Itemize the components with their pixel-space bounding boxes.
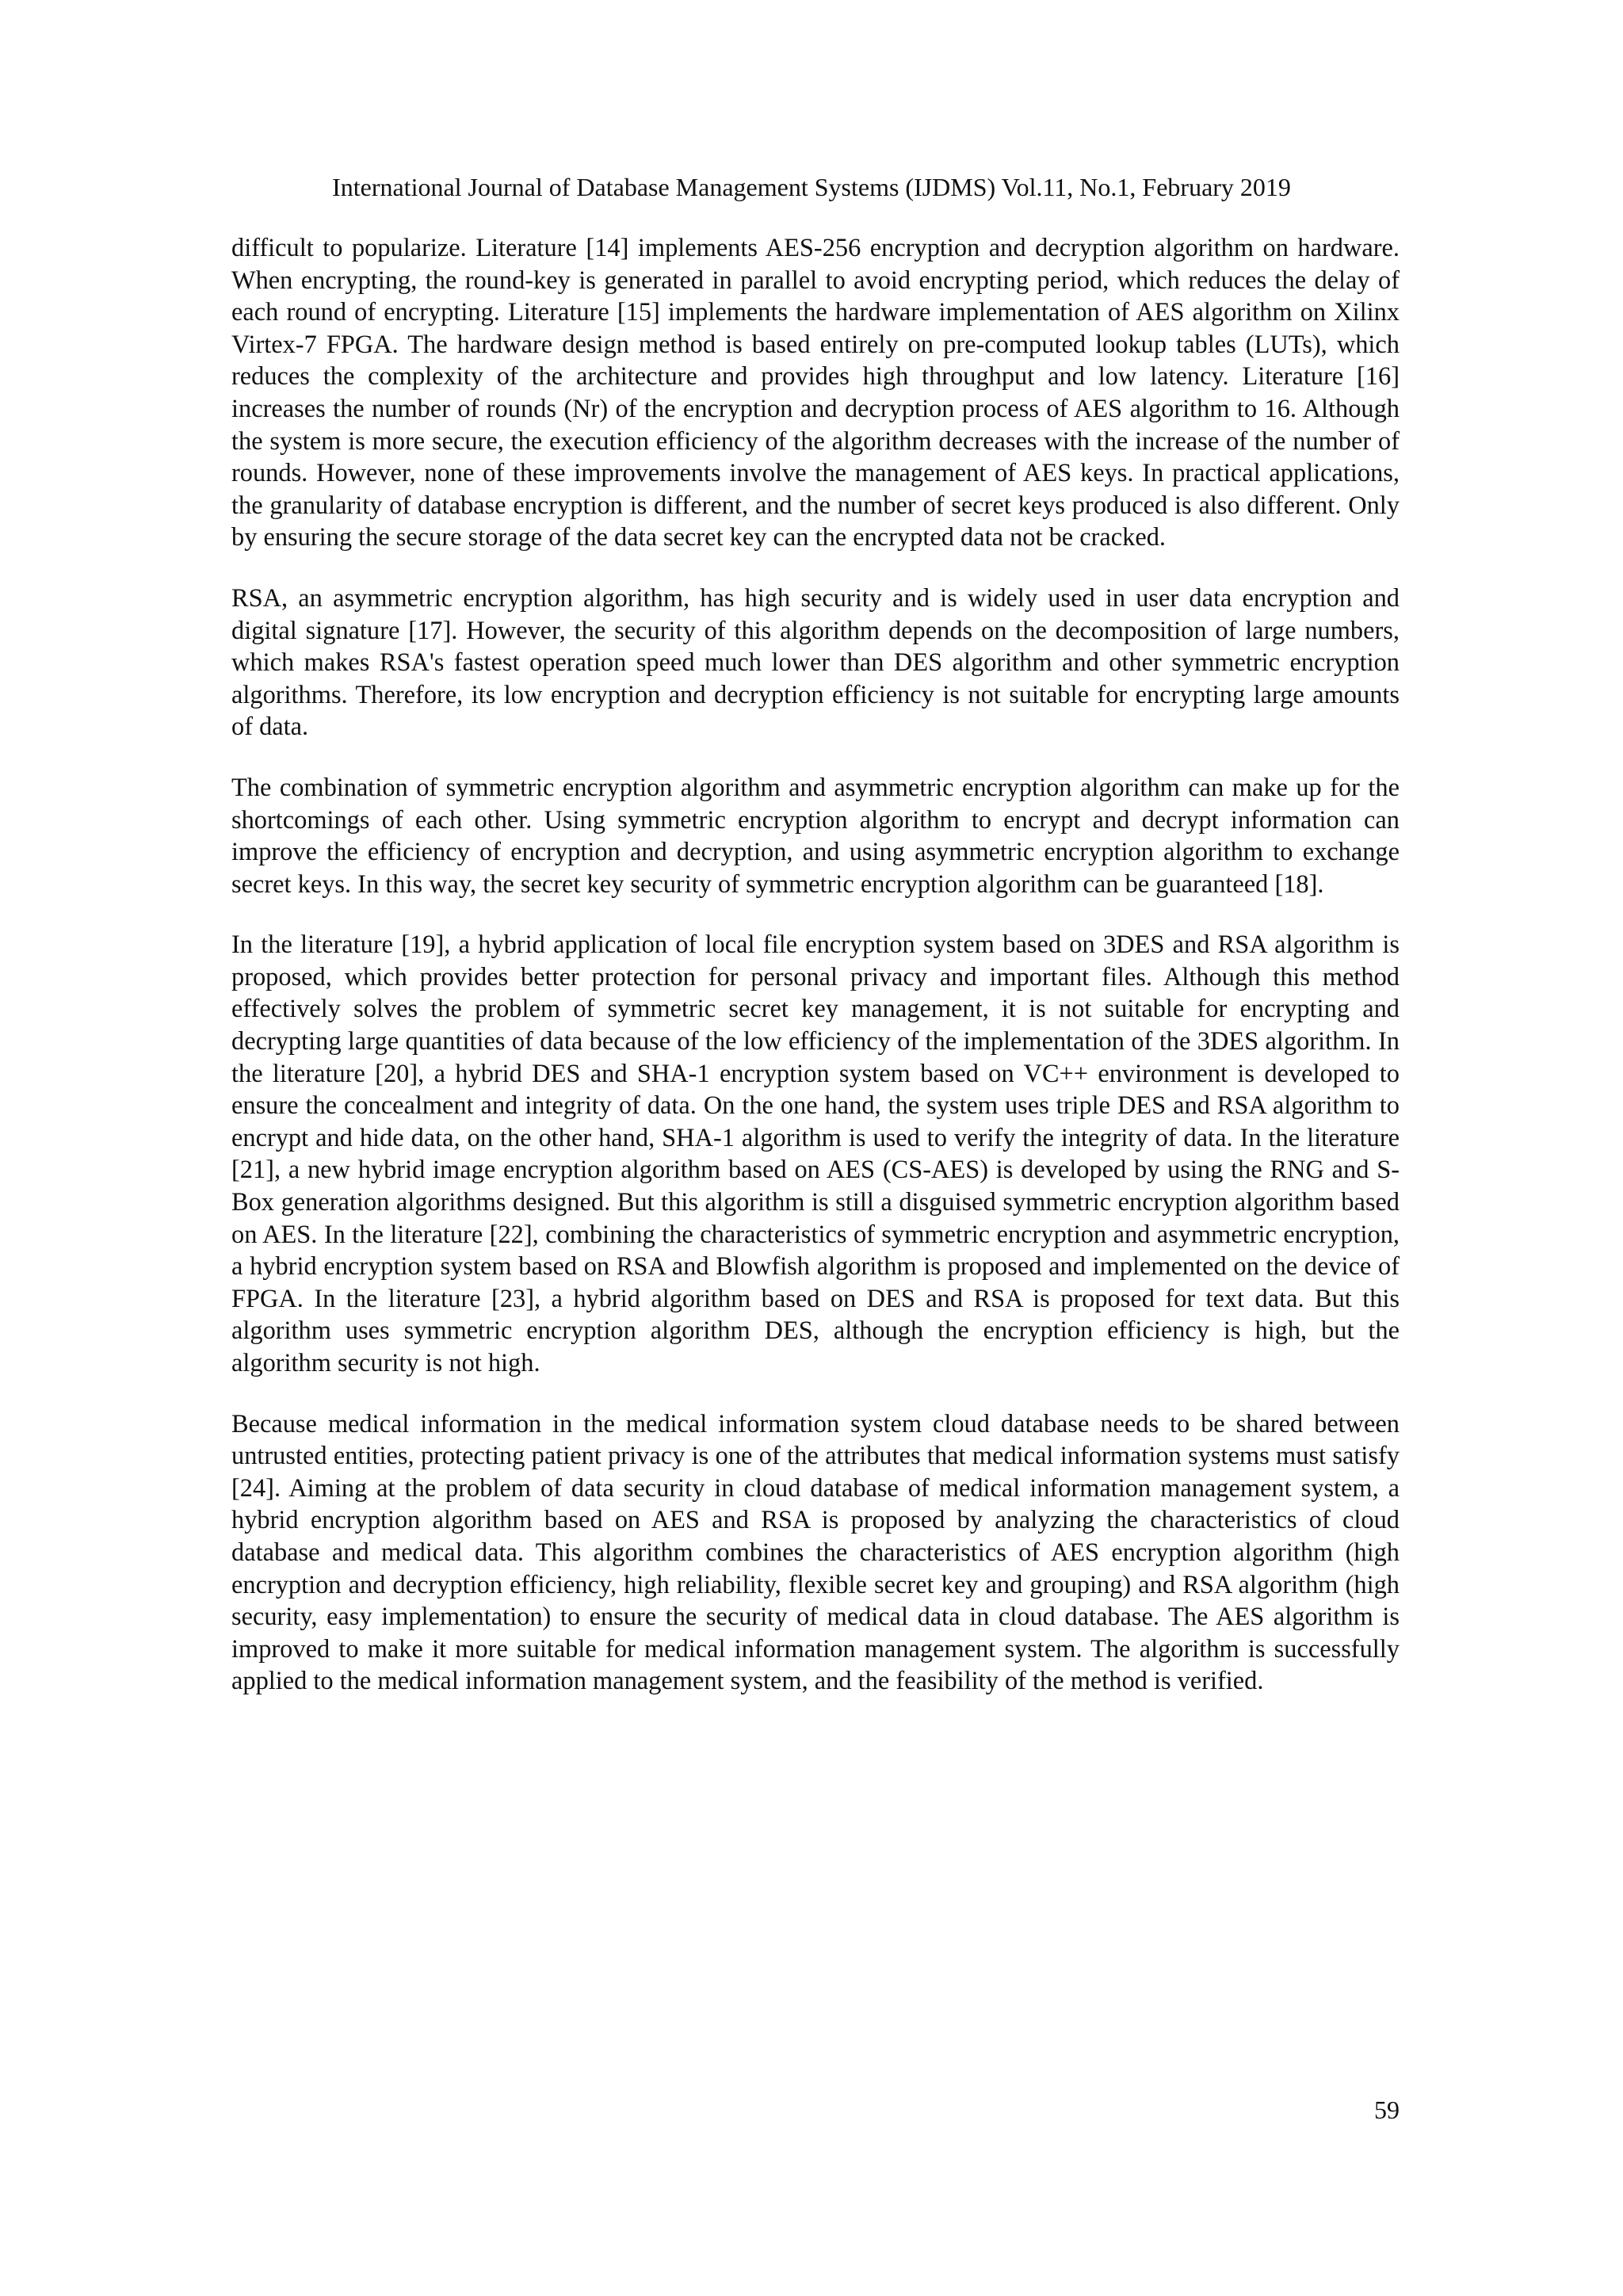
paragraph-3: The combination of symmetric encryption algorithm and asymmetric encryption algorithm can make up for the shortcomings of each other. Using symmetric encryption algorithm to encrypt and decrypt information can improve the efficiency of encryption and decryption, and using asymmetric encryption algorithm to exchange secret keys. In this way, the secret key security of symmetric encryption algorithm can be guaranteed [18]. bbox=[231, 773, 1400, 899]
running-header: International Journal of Database Management Systems (IJDMS) Vol.11, No.1, February 2019 bbox=[332, 173, 1291, 201]
paragraph-5: Because medical information in the medical information system cloud database needs to be shared between untrusted entities, protecting patient privacy is one of the attributes that medical information systems must satisfy [24]. Aiming at the problem of data security in cloud database of medical information management system, a hybrid encryption algorithm based on AES and RSA is proposed by analyzing the characteristics of cloud database and medical data. This algorithm combines the characteristics of AES encryption algorithm (high encryption and decryption efficiency, high reliability, flexible secret key and grouping) and RSA algorithm (high security, easy implementation) to ensure the security of medical data in cloud database. The AES algorithm is improved to make it more suitable for medical information management system. The algorithm is successfully applied to the medical information management system, and the feasibility of the method is verified. bbox=[231, 1409, 1400, 1696]
body-text bbox=[231, 232, 1400, 1726]
paragraph-2: RSA, an asymmetric encryption algorithm, has high security and is widely used in user data encryption and digital signature [17]. However, the security of this algorithm depends on the decomposition of large numbers, which makes RSA's fastest operation speed much lower than DES algorithm and other symmetric encryption algorithms. Therefore, its low encryption and decryption efficiency is not suitable for encrypting large amounts of data. bbox=[231, 583, 1400, 742]
paragraph-1: difficult to popularize. Literature [14] implements AES-256 encryption and decryption algorithm on hardware. When encrypting, the round-key is generated in parallel to avoid encrypting period, which reduces the delay of each round of encrypting. Literature [15] implements the hardware implementation of AES algorithm on Xilinx Virtex-7 FPGA. The hardware design method is based entirely on pre-computed lookup tables (LUTs), which reduces the complexity of the architecture and provides high throughput and low latency. Literature [16] increases the number of rounds (Nr) of the encryption and decryption process of AES algorithm to 16. Although the system is more secure, the execution efficiency of the algorithm decreases with the increase of the number of rounds. However, none of these improvements involve the management of AES keys. In practical applications, the granularity of database encryption is different, and the number of secret keys produced is also different. Only by ensuring the secure storage of the data secret key can the encrypted data not be cracked. bbox=[231, 234, 1400, 552]
paragraph-4: In the literature [19], a hybrid application of local file encryption system based on 3DES and RSA algorithm is proposed, which provides better protection for personal privacy and important files. Although this method effectively solves the problem of symmetric secret key management, it is not suitable for encrypting and decrypting large quantities of data because of the low efficiency of the implementation of the 3DES algorithm. In the literature [20], a hybrid DES and SHA-1 encryption system based on VC++ environment is developed to ensure the concealment and integrity of data. On the one hand, the system uses triple DES and RSA algorithm to encrypt and hide data, on the other hand, SHA-1 algorithm is used to verify the integrity of data. In the literature [21], a new hybrid image encryption algorithm based on AES (CS-AES) is developed by using the RNG and S-Box generation algorithms designed. But this algorithm is still a disguised symmetric encryption algorithm based on AES. In the literature [22], combining the characteristics of symmetric encryption and asymmetric encryption, a hybrid encryption system based on RSA and Blowfish algorithm is proposed and implemented on the device of FPGA. In the literature [23], a hybrid algorithm based on DES and RSA is proposed for text data. But this algorithm uses symmetric encryption algorithm DES, although the encryption efficiency is high, but the algorithm security is not high. bbox=[231, 930, 1400, 1377]
page-number: 59 bbox=[1374, 2095, 1400, 2124]
